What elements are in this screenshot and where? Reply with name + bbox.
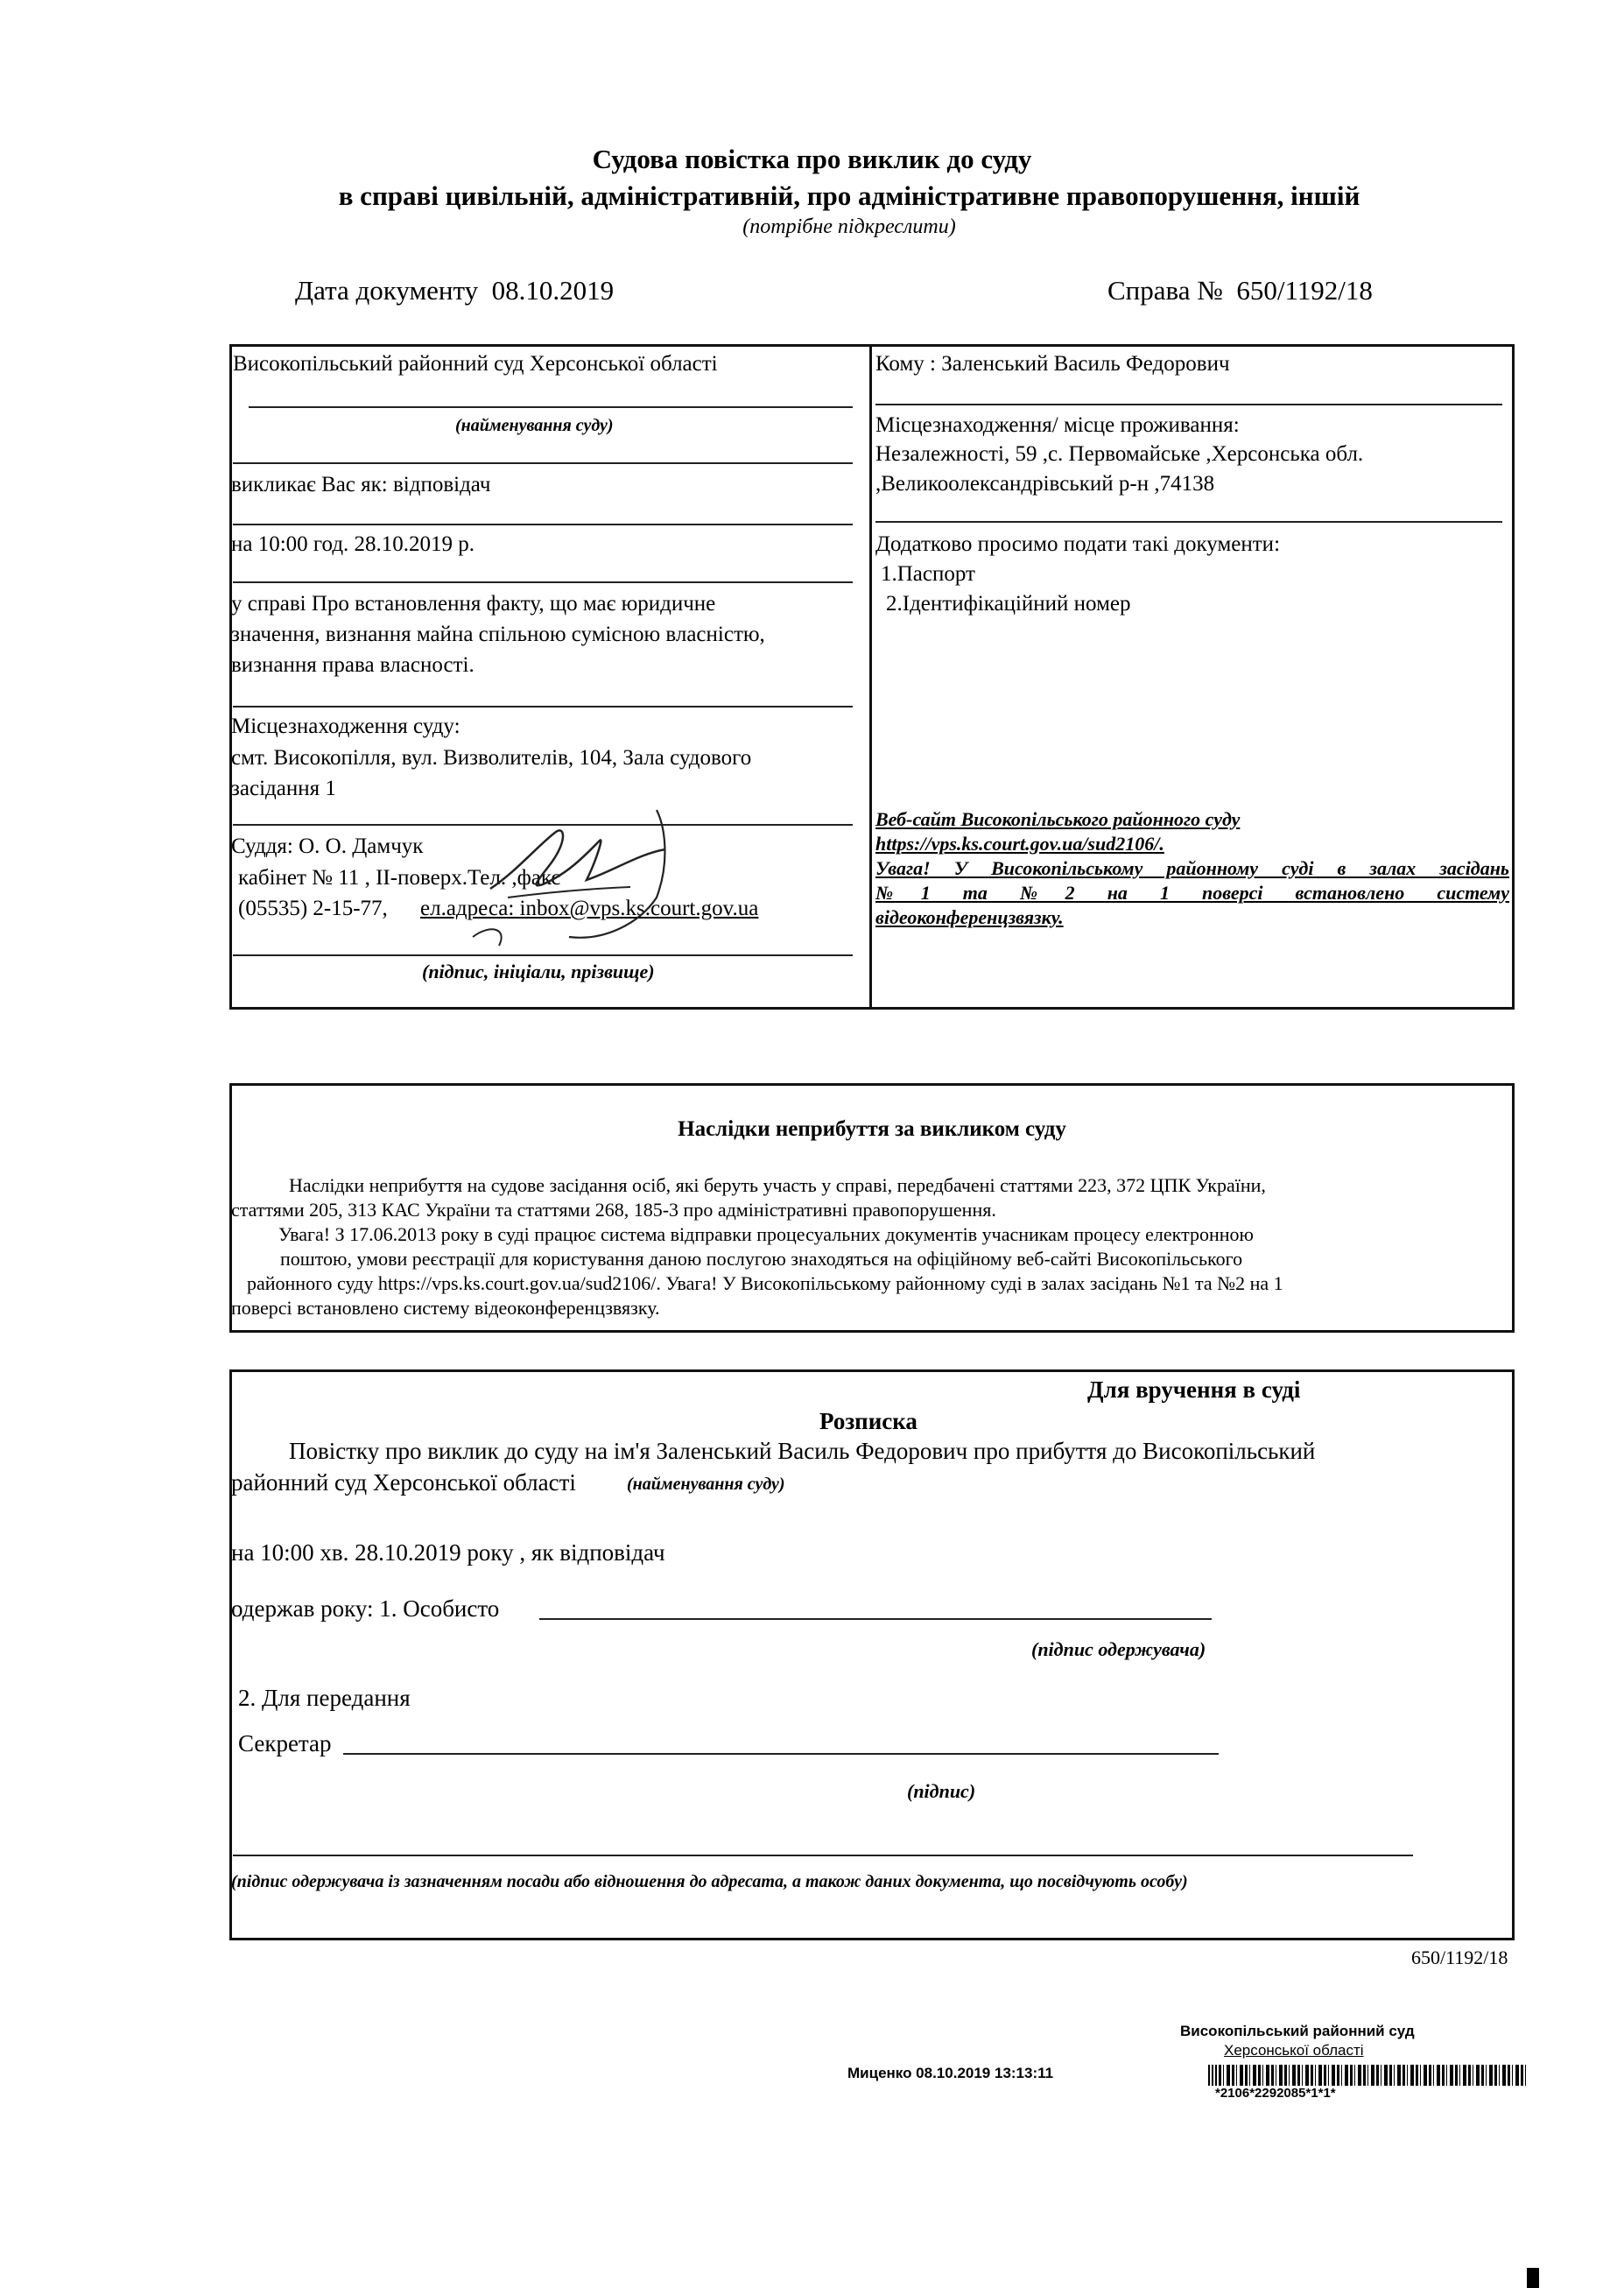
divider [249, 406, 853, 408]
barcode-number: *2106*2292085*1*1* [1215, 2086, 1336, 2101]
court-email: ел.адреса: inbox@vps.ks.court.gov.ua [420, 897, 759, 920]
document-item-2: 2.Ідентифікаційний номер [886, 592, 1131, 616]
barcode-icon [1208, 2065, 1219, 2086]
case-description-3: визнання права власності. [231, 653, 475, 677]
footer-court-region: Херсонської області [1224, 2042, 1364, 2059]
consequences-line-5: районного суду https://vps.ks.court.gov.ua/sud2106/. Увага! У Високопільському районному суді в залах засідань №1 та №2 на 1 [247, 1272, 1283, 1294]
footer-court-name: Високопільський районний суд [1180, 2023, 1415, 2039]
divider [233, 581, 853, 583]
divider [233, 706, 853, 708]
divider [233, 524, 853, 525]
receipt-court-caption: (найменування суду) [627, 1475, 785, 1494]
document-subtitle: в справі цивільній, адміністративній, про адміністративне правопорушення, іншій [338, 180, 1360, 211]
court-location-label: Місцезнаходження суду: [231, 715, 460, 738]
consequences-line-6: поверсі встановлено систему відеоконференцзвязку. [231, 1297, 660, 1319]
receipt-line-2: районний суд Херсонської області [231, 1469, 576, 1496]
recipient-signature-line[interactable] [539, 1618, 1212, 1620]
barcode-icon [1219, 2065, 1527, 2086]
video-notice-1: Увага! У Високопільському районному суді в залах засідань [875, 857, 1509, 879]
document-date-label: Дата документу [295, 275, 479, 306]
receipt-line-1: Повістку про виклик до суду на ім'я Заленський Василь Федорович про прибуття до Високопільський [289, 1438, 1316, 1464]
judge-name: Суддя: О. О. Дамчук [231, 834, 424, 858]
transfer-label: 2. Для передання [238, 1685, 411, 1711]
court-phone: (05535) 2-15-77, [238, 897, 388, 920]
case-description-1: у справі Про встановлення факту, що має юридичне [231, 592, 716, 616]
consequences-line-3: Увага! З 17.06.2013 року в суді працює система відправки процесуальних документів учасникам процесу електронною [278, 1223, 1254, 1245]
document-date-value: 08.10.2019 [491, 275, 615, 306]
judge-signature [455, 792, 718, 959]
case-number-label: Справа № [1107, 275, 1223, 306]
recipient-name: Кому : Заленський Василь Федорович [875, 352, 1230, 376]
summons-role: викликає Вас як: відповідач [231, 473, 491, 496]
recipient-signature-caption: (підпис одержувача) [1031, 1638, 1206, 1660]
signature-caption: (підпис, ініціали, прізвище) [422, 961, 655, 982]
court-website-label: Веб-сайт Високопільського районного суду [875, 808, 1241, 830]
hearing-time: на 10:00 год. 28.10.2019 р. [231, 532, 475, 556]
title-note: (потрібне підкреслити) [742, 215, 956, 238]
consequences-line-1: Наслідки неприбуття на судове засідання осіб, які беруть участь у справі, передбачені статтями 223, 372 ЦПК України, [289, 1174, 1266, 1196]
divider [875, 521, 1502, 523]
scan-mark [1527, 2268, 1539, 2288]
recipient-address-2: ,Великоолександрівський р-н ,74138 [875, 472, 1215, 496]
received-personally: одержав року: 1. Особисто [231, 1595, 500, 1622]
case-description-2: значення, визнання майна спільною сумісною власністю, [231, 623, 765, 646]
receipt-title: Розписка [819, 1408, 917, 1434]
recipient-address-label: Місцезнаходження/ місце проживання: [875, 413, 1240, 437]
document-date [295, 273, 614, 308]
divider [233, 462, 853, 464]
document-title: Судова повістка про виклик до суду [592, 144, 1032, 174]
video-notice-3: відеоконференцзвязку. [875, 906, 1064, 928]
receipt-time: на 10:00 хв. 28.10.2019 року , як відповідач [231, 1539, 665, 1566]
court-location-2: засідання 1 [231, 777, 336, 800]
divider [875, 404, 1502, 405]
court-website-link[interactable]: https://vps.ks.court.gov.ua/sud2106/. [875, 833, 1164, 855]
documents-label: Додатково просимо подати такі документи: [875, 532, 1281, 556]
case-number [1107, 273, 1373, 308]
recipient-details-line[interactable] [233, 1855, 1413, 1856]
consequences-line-4: поштою, умови реєстрації для користування даною послугою знаходяться на офіційному веб-сайті Високопільського [280, 1248, 1243, 1270]
judge-office: кабінет № 11 , II-поверх.Тел. ,факс [238, 866, 561, 890]
court-caption: (найменування суду) [455, 416, 614, 435]
consequences-line-2: статтями 205, 313 КАС України та статтями 268, 185-3 про адміністративні правопорушення. [231, 1199, 996, 1221]
for-court-label: Для вручення в суді [1087, 1376, 1301, 1403]
consequences-title: Наслідки неприбуття за викликом суду [678, 1117, 1066, 1141]
case-reference: 650/1192/18 [1411, 1947, 1508, 1968]
secretary-signature-line[interactable] [343, 1753, 1219, 1755]
secretary-label: Секретар [238, 1730, 332, 1756]
case-number-value: 650/1192/18 [1236, 275, 1373, 306]
recipient-details-caption: (підпис одержувача із зазначенням посади або відношення до адресата, а також даних документа, що посвідчують особу) [231, 1872, 1188, 1891]
recipient-address-1: Незалежності, 59 ,с. Первомайське ,Херсонська обл. [875, 442, 1364, 466]
secretary-signature-caption: (підпис) [907, 1780, 976, 1802]
court-location-1: смт. Високопілля, вул. Визволителів, 104, Зала судового [231, 746, 752, 770]
registration-stamp: Миценко 08.10.2019 13:13:11 [847, 2065, 1054, 2081]
video-notice-2: №1 та №2 на 1 поверсі встановлено систему [875, 882, 1509, 904]
court-name: Високопільський районний суд Херсонської області [233, 352, 718, 376]
column-divider [869, 344, 872, 1010]
document-item-1: 1.Паспорт [881, 562, 975, 586]
